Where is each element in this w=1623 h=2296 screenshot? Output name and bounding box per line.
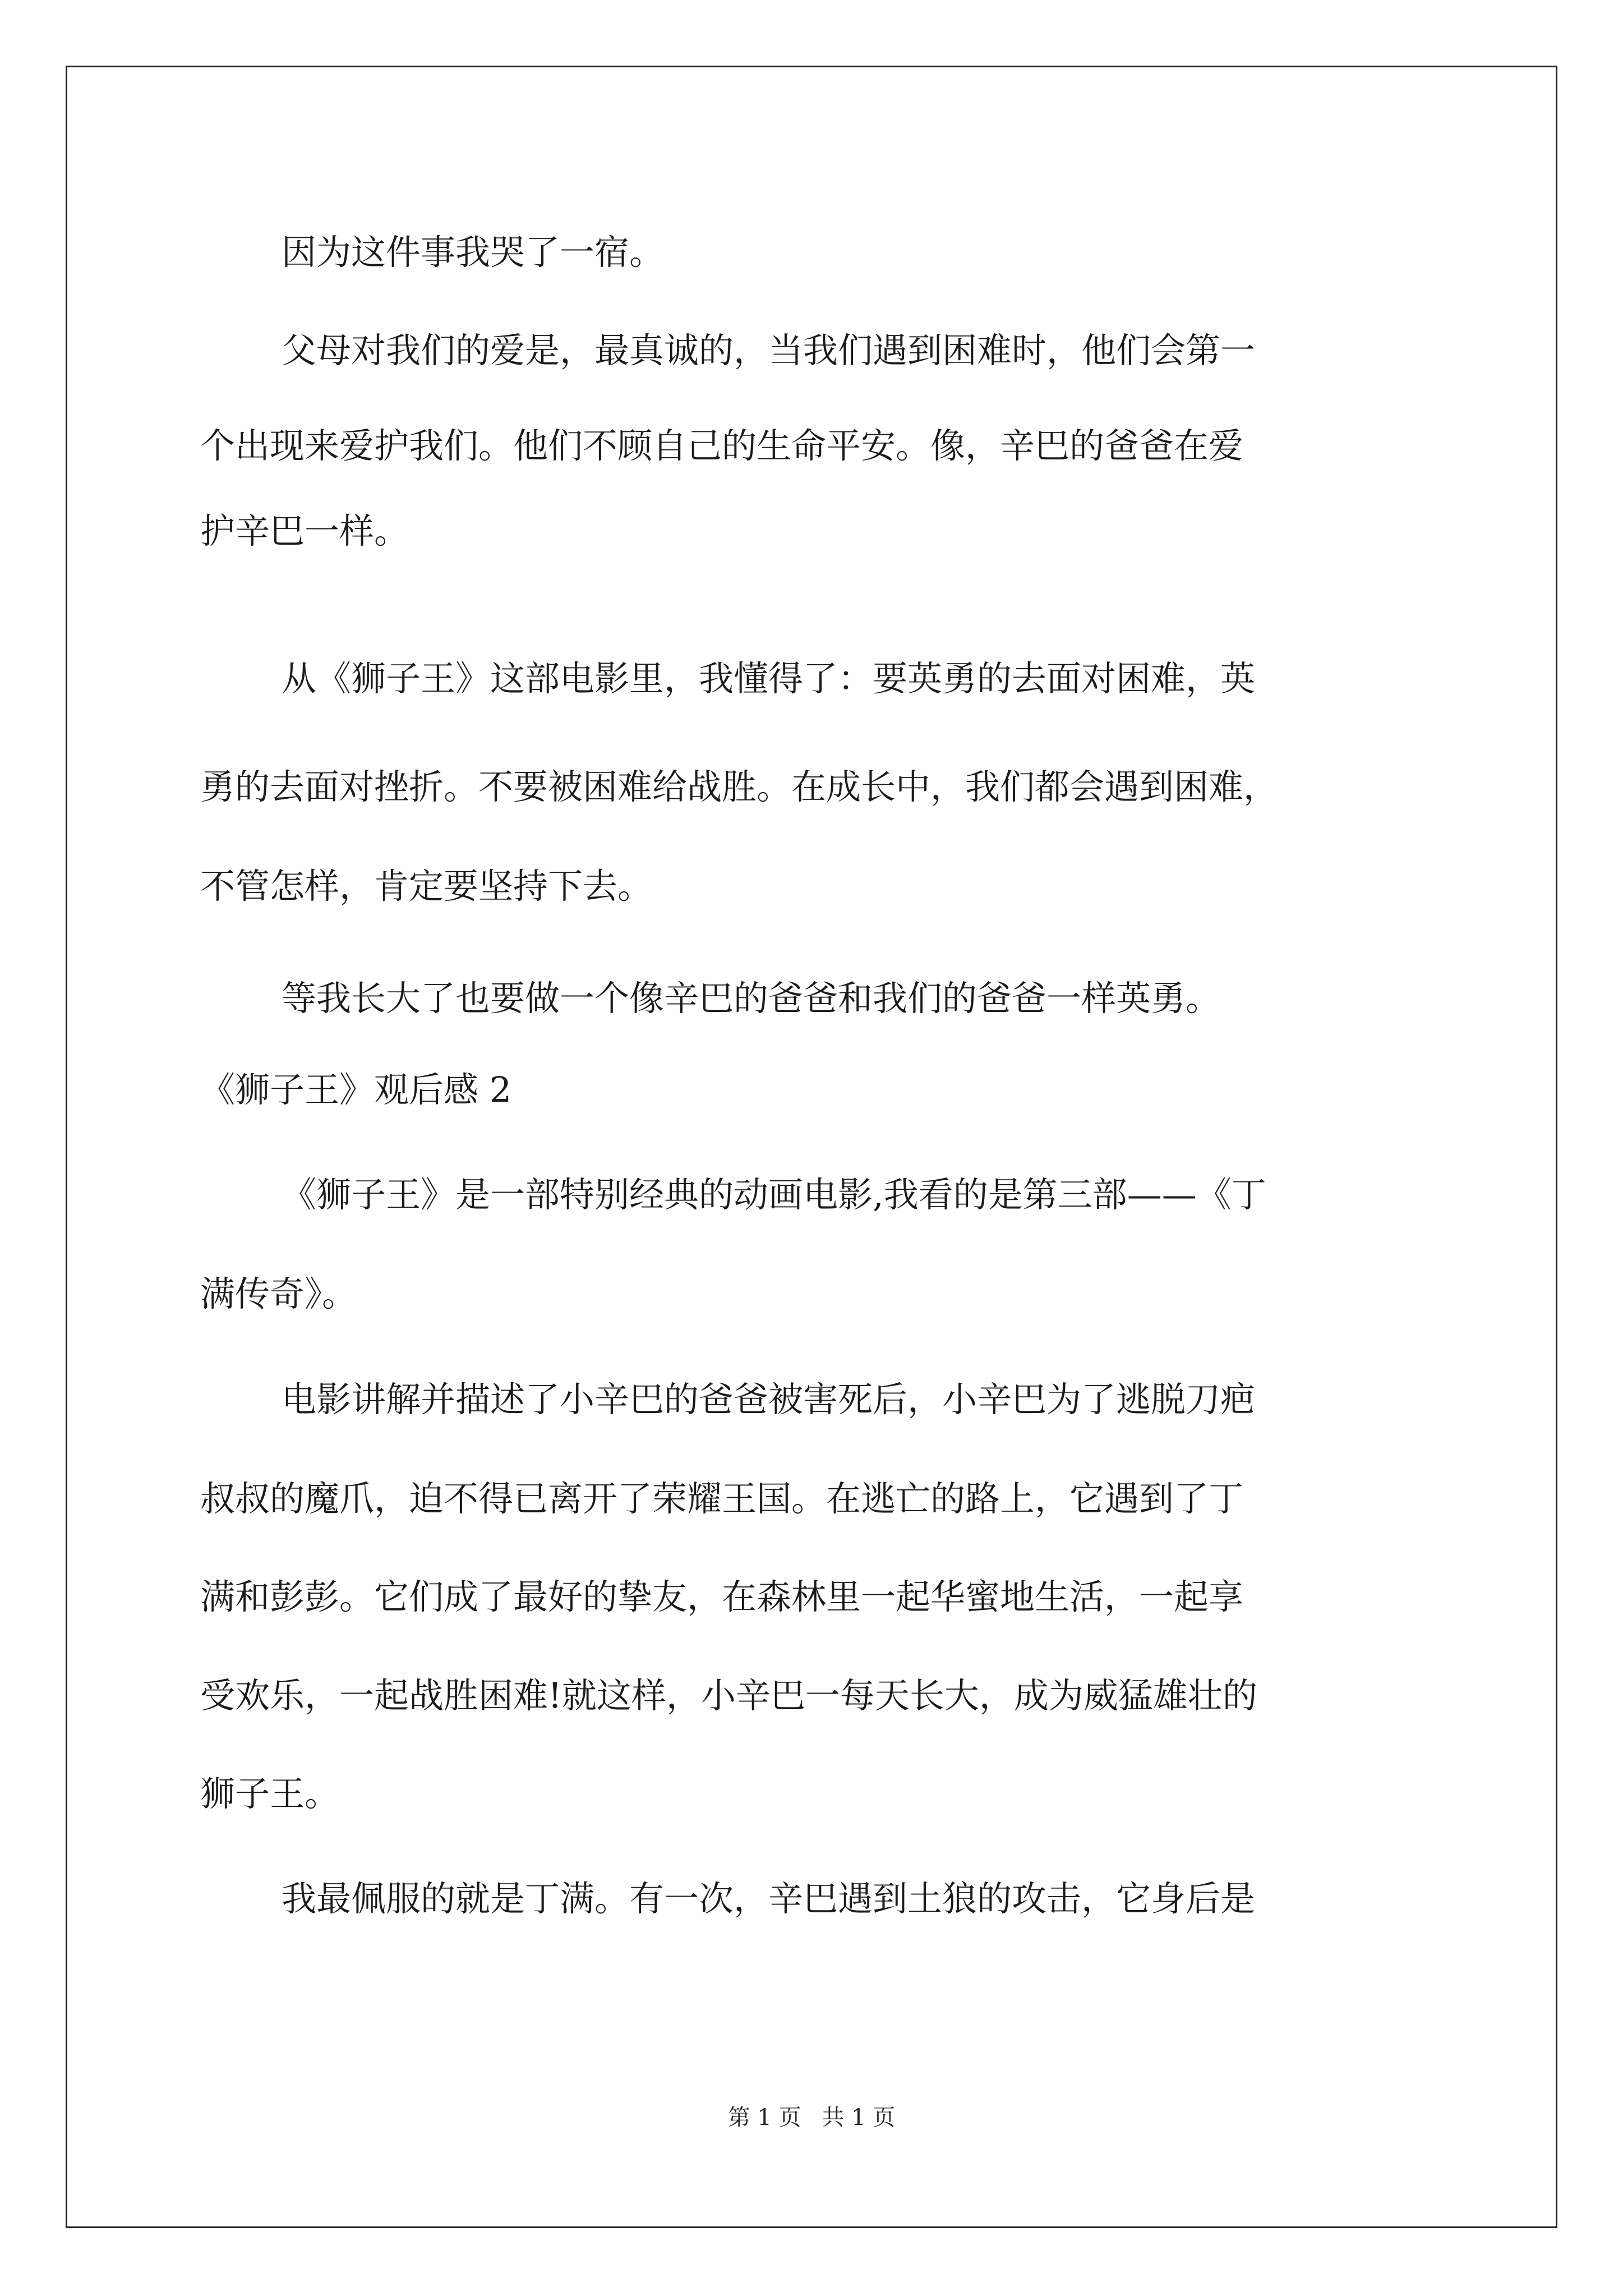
paragraph-line: 父母对我们的爱是，最真诚的，当我们遇到困难时，他们会第一 [282,330,1256,371]
section-heading: 《狮子王》观后感 2 [200,1069,512,1110]
paragraph-line: 电影讲解并描述了小辛巴的爸爸被害死后，小辛巴为了逃脱刀疤 [282,1379,1256,1420]
paragraph-line: 满传奇》。 [200,1273,357,1314]
paragraph-line: 勇的去面对挫折。不要被困难给战胜。在成长中，我们都会遇到困难， [200,766,1279,807]
paragraph-line: 等我长大了也要做一个像辛巴的爸爸和我们的爸爸一样英勇。 [282,978,1221,1019]
paragraph-line: 我最佩服的就是丁满。有一次，辛巴遇到土狼的攻击，它身后是 [282,1878,1256,1919]
paragraph-line: 满和彭彭。它们成了最好的挚友，在森林里一起华蜜地生活，一起享 [200,1576,1244,1617]
paragraph-line: 不管怎样，肯定要坚持下去。 [200,866,653,907]
page-number-total: 共 1 页 [822,2105,896,2131]
page-footer [0,2104,1623,2132]
paragraph-line: 狮子王。 [200,1773,340,1814]
paragraph-line: 因为这件事我哭了一宿。 [282,232,665,273]
paragraph-line: 从《狮子王》这部电影里，我懂得了：要英勇的去面对困难，英 [282,658,1256,699]
paragraph-line: 个出现来爱护我们。他们不顾自己的生命平安。像，辛巴的爸爸在爱 [200,425,1244,466]
paragraph-line: 《狮子王》是一部特别经典的动画电影,我看的是第三部——《丁 [282,1174,1266,1215]
paragraph-line: 叔叔的魔爪，迫不得已离开了荣耀王国。在逃亡的路上，它遇到了丁 [200,1478,1244,1519]
paragraph-line: 受欢乐，一起战胜困难!就这样，小辛巴一每天长大，成为威猛雄壮的 [200,1675,1257,1716]
paragraph-line: 护辛巴一样。 [200,510,409,551]
page-number-current: 第 1 页 [727,2105,801,2131]
